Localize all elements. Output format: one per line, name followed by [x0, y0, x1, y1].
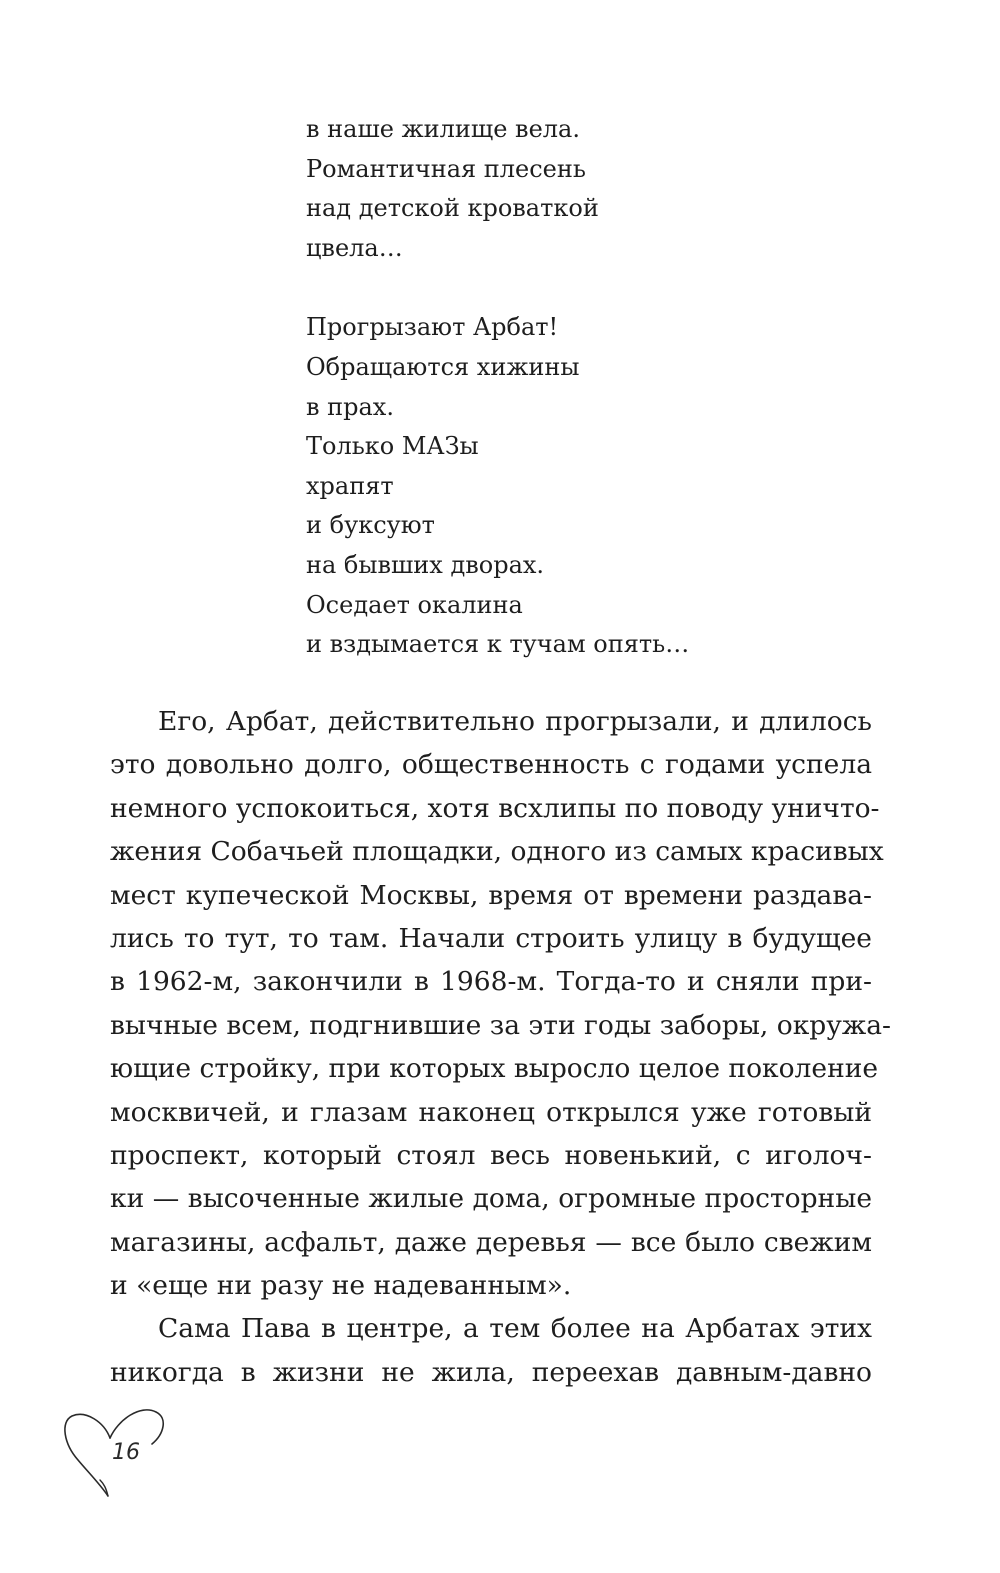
- poem-line: Обращаются хижины: [306, 352, 580, 381]
- poem-line: Прогрызают Арбат!: [306, 313, 559, 342]
- prose-line: никогда в жизни не жила, переехав давным-давно: [110, 1356, 872, 1388]
- poem-line: над детской кроваткой: [306, 194, 599, 223]
- poem-line: в наше жилище вела.: [306, 115, 580, 143]
- prose-line: мест купеческой Москвы, время от времени раздава-: [110, 879, 872, 911]
- prose-line: это довольно долго, общественность с годами успела: [110, 749, 872, 781]
- poem: [306, 110, 926, 705]
- poem-line: цвела…: [306, 233, 403, 262]
- prose-paragraph: [110, 700, 891, 1307]
- prose-line: в 1962-м, закончили в 1968-м. Тогда-то и сняли при-: [110, 966, 872, 998]
- prose-line: вычные всем, подгнившие за эти годы заборы, окружа-: [110, 1009, 891, 1041]
- prose-line: москвичей, и глазам наконец открылся уже готовый: [110, 1096, 872, 1128]
- page-number: 16: [112, 1440, 140, 1465]
- poem-line: Только МАЗы: [306, 432, 479, 461]
- poem-line: на бывших дворах.: [306, 550, 545, 579]
- poem-line: и вздымается к тучам опять…: [306, 630, 690, 659]
- poem-stanza: [306, 110, 926, 268]
- prose-line: лись то тут, то там. Начали строить улицу в будущее: [110, 922, 872, 954]
- poem-line: Оседает окалина: [306, 590, 523, 619]
- prose-line: магазины, асфальт, даже деревья — все было свежим: [110, 1226, 872, 1258]
- poem-line: храпят: [306, 471, 394, 500]
- prose-line: ки — высоченные жилые дома, огромные просторные: [110, 1183, 872, 1215]
- prose-line: Сама Пава в центре, а тем более на Арбатах этих: [158, 1313, 872, 1345]
- prose-line: Его, Арбат, действительно прогрызали, и длилось: [158, 706, 872, 737]
- prose-line: ющие стройку, при которых выросло целое поколение: [110, 1053, 879, 1085]
- prose-paragraph: [110, 1307, 872, 1394]
- poem-line: и буксуют: [306, 511, 435, 540]
- prose-line: жения Собачьей площадки, одного из самых красивых: [110, 836, 884, 868]
- prose-line: немного успокоиться, хотя всхлипы по поводу уничто-: [110, 792, 880, 824]
- prose-line: и «еще ни разу не надеванным».: [110, 1270, 572, 1302]
- prose-line: проспект, который стоял весь новенький, с иголоч-: [110, 1139, 872, 1171]
- poem-line: в прах.: [306, 392, 394, 421]
- prose-body: [110, 700, 891, 1394]
- poem-line: Романтичная плесень: [306, 154, 586, 183]
- poem-stanza: [306, 308, 926, 664]
